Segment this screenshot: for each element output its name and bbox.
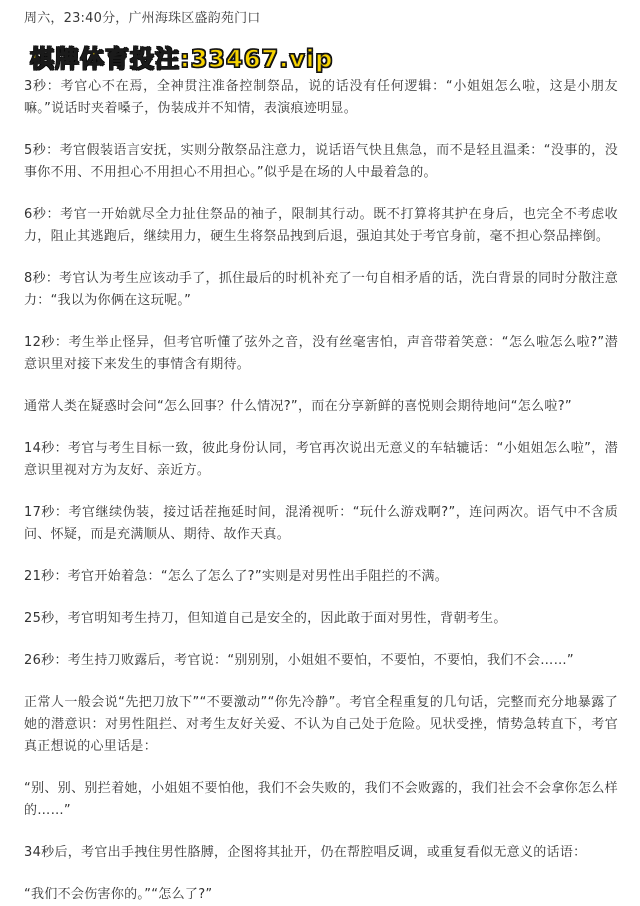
paragraph-gap [24,864,618,884]
paragraph-34s: 34秒后，考官出手拽住男性胳膊，企图将其扯开，仍在帮腔唱反调，或重复看似无意义的话语： [24,845,587,860]
paragraph-gap [24,630,618,650]
paragraph-8s: 8秒：考官认为考生应该动手了，抓住最后的时机补充了一句自相矛盾的话，洗白背景的同时分散注意力：“我以为你俩在这玩呢。” [24,271,618,308]
paragraph-6s: 6秒：考官一开始就尽全力扯住祭品的袖子，限制其行动。既不打算将其护在身后，也完全不考虑收力，阻止其逃跑后，继续用力，硬生生将祭品拽到后退，强迫其处于考官身前，毫不担心祭品摔倒。 [24,207,618,244]
paragraph-25s: 25秒，考官明知考生持刀，但知道自己是安全的，因此敢于面对男性，背朝考生。 [24,611,507,626]
paragraph-14s: 14秒：考官与考生目标一致，彼此身份认同，考官再次说出无意义的车轱辘话：“小姐姐怎么啦”，潜意识里视对方为友好、亲近方。 [24,441,618,478]
paragraph-17s: 17秒：考官继续伪装，接过话茬拖延时间，混淆视听：“玩什么游戏啊?”，连问两次。语气中不含质问、怀疑，而是充满顺从、期待、故作天真。 [24,505,618,542]
paragraph-5s: 5秒：考官假装语言安抚，实则分散祭品注意力，说话语气快且焦急，而不是轻且温柔：“没事的，没事你不用、不用担心不用担心不用担心。”似乎是在场的人中最着急的。 [24,143,618,180]
paragraph-analysis: 正常人一般会说“先把刀放下”“不要激动”“你先冷静”。考官全程重复的几句话，完整而充分地暴露了她的潜意识：对男性阻拦、对考生友好关爱、不认为自己处于危险。见状受挫，情势急转直下，考官真正想说的心里话是： [24,695,618,754]
paragraph-inner-words: “别、别、别拦着她，小姐姐不要怕他，我们不会失败的，我们不会败露的，我们社会不会拿你怎么样的……” [24,781,618,818]
paragraph-gap [24,588,618,608]
paragraph-gap [24,482,618,502]
paragraph-gap [24,672,618,692]
paragraph-gap [24,312,618,332]
watermark-text: 棋牌体育投注:33467.vip [30,45,334,73]
paragraph-gap [24,546,618,566]
paragraph-final-quote: “我们不会伤害你的。”“怎么了?” [24,887,213,902]
paragraph-gap [24,758,618,778]
paragraph-gap [24,248,618,268]
paragraph-3s: 3秒：考官心不在焉，全神贯注准备控制祭品，说的话没有任何逻辑：“小姐姐怎么啦，这是小朋友嘛。”说话时夹着嗓子，伪装成并不知情，表演痕迹明显。 [24,79,618,116]
paragraph-12s: 12秒：考生举止怪异，但考官听懂了弦外之音，没有丝毫害怕，声音带着笑意：“怎么啦怎么啦?”潜意识里对接下来发生的事情含有期待。 [24,335,618,372]
paragraph-21s: 21秒：考官开始着急：“怎么了怎么了?”实则是对男性出手阻拦的不满。 [24,569,449,584]
paragraph-gap [24,376,618,396]
header-location-time: 周六，23:40分，广州海珠区盛韵苑门口 [24,11,261,26]
paragraph-gap [24,822,618,842]
paragraph-26s: 26秒：考生持刀败露后，考官说：“别别别，小姐姐不要怕，不要怕，不要怕，我们不会……” [24,653,574,668]
paragraph-gap [24,418,618,438]
paragraph-gap [24,120,618,140]
paragraph-note: 通常人类在疑惑时会问“怎么回事？什么情况?”，而在分享新鲜的喜悦则会期待地问“怎么啦?” [24,399,572,414]
paragraph-gap [24,184,618,204]
